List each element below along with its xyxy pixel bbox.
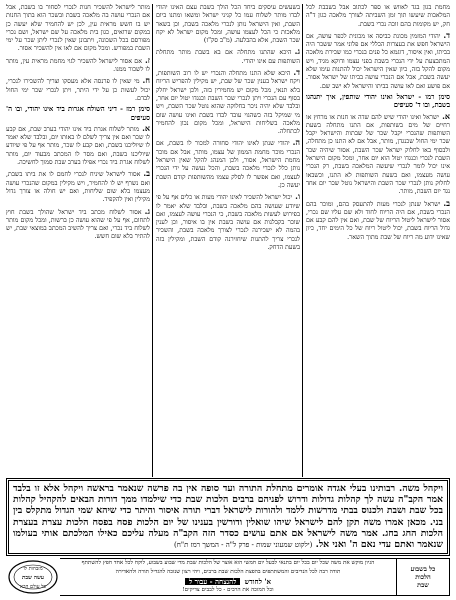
paragraph-text: יכול ישראל להשכיר לאינו יהודי מעות או כלים אף על פי שיודע שעושה בהם מלאכה בשבת, ובלבד שלא יאמר לו בפירוש לעשות מלאכה בשבת, כי הנכרי עושה לעצמו, ואם שוכר בקבלנות אם עושה בשבת אין בו איסור, וכן לענין בהמה לא ישכירנה לנכרי לצורך מלאכה בשבת, והשכיר לנכרי צריך להתנות שיחזירנה קודם השבת, ומקילין בזה בשעת הדחק. xyxy=(156,194,300,252)
paragraph xyxy=(6,207,150,242)
paragraph-number: א. xyxy=(442,110,450,121)
paragraph-number: ו. xyxy=(295,191,300,202)
parasha-reference: (ילקוט שמעוני שמות - פרק ל"ה - המשך רמז ת"ח) xyxy=(173,541,313,550)
paragraph-text: ישראל שנתן לנכרי מעות להתעסק בהם, ומוכר בהם הנכרי בשבת, אם היה הריוח לחוד ולא שם עליו שם נכרי, אסור לישראל ליטול הריוח של שבת, ואם אין להם קבע אם גדול הריוח בשבת, יכול ליטול ריוח של כל הימים יחד, כיון שאינו ידוע מה ריוח של שבת מתוך השאר. xyxy=(306,200,450,241)
paragraph-number: ח. xyxy=(142,75,150,86)
left-seal xyxy=(6,558,60,596)
paragraph-number: ב. xyxy=(143,168,150,179)
right-seal-line-2: הלכות xyxy=(415,573,431,581)
paragraph-text: מותר לשלוח אגרת ביד אינו יהודי בערב שבת, אם קבע לו שכר ואם אין צריך לשלם לו באותו יום, ובלבד שלא יאמר לו שיוליכנו בשבת, ואם קבע לו שכר, מותר אף על פי שיודע שיוליכנו בשבת, ואם מסר לו המכתב מבעוד יום, מותר לשלוח אגרת ביד נכרי אפילו בערב שבת סמוך לחשיכה. xyxy=(6,125,150,167)
paragraph xyxy=(306,199,450,242)
paragraph-text: סימן רמו - ישראל ואינו יהודי שותפין, איך יתנהגו בשבת, ובו ד' סעיפים xyxy=(306,92,450,110)
paragraph-number: ג. xyxy=(144,205,150,216)
paragraph xyxy=(156,138,300,190)
paragraph-text: מחמת בגון בגד לאווש או ספר לכתוב אבל בשבבת לכל המלאכות שיעשו תוך זמן השביתה לצורך מלאכה כגון ד"ה חק, יש מקומות בהם זוכה נכרי בשבת. xyxy=(306,4,450,28)
left-seal-line-1: מזבחות לו xyxy=(23,566,43,572)
paragraph xyxy=(156,4,300,45)
paragraph-text: יהודי שנתן לאינו יהודי סחורה למכור לו בשבת, אם הנכרי מוכר מחמת הממון של עצמו, מותר, אבל אם מוכר מחמת הישראל, אסור, ולכן המנהג להקל שאין הישראל נותן כלל לנכרי מלאכה בשבת, והכל נעשה על ידי הנכרי לעצמו, ואם אפשר לו לסלק עצמו מהשותפות קודם השבת יעשה כן. xyxy=(156,140,300,189)
paragraph-text: אסור לשלוח מכתב ביד ישראל שהולך בשבת חוץ לתחום, אף על פי שהוא עושה כן ברשות, ומכל מקום מותר לשלוח ביד נכרי, ואם צריך להשיב המכתב במוצאי שבת, יש להתיר בלא שום חשש. xyxy=(6,208,150,241)
paragraph-text: ישראל ואינו יהודי שיש להם שדה או חנות או מרחץ או רחיים של מים בשותפות, אם התנו מתחלה בשעת השותפות שהנכרי יקבל שכר של שבתות והישראל יקבל שכר ימי החול שכנגדן, מותר, אבל אם לא התנו כן מתחלה, ולבסוף באו לחלוק ישראל שכר השבת, אסור שיהיה שכר השבת לנכרי וכנגדו יטול הוא יום אחר, ומכל מקום הישראל אינו יכול לומר לנכרי שיעשה המלאכה בשבת, רק הנכרי עושה מעצמו, ואם בשעת השותפות לא התנו, וכשבאו לחלוק נותן לנכרי שכר השבת והישראל נוטל שכר יום אחד נגד יום השבת, מותר. xyxy=(306,113,450,196)
parasha-text: ויקהל משה. רבותינו בעלי אגדה אומרים מתחלת התורה ועד סופה אין בה פרשה שנאמר בראשה ויקהל אלא זו בלבד אמר הקב"ה עשה לך קהלות גדולות ודרוש לפניהם ברבים הלכות שבת כדי שילמדו ממך דורות הבאים להקהיל קהלות בכל שבת ושבת ולכנוס בבתי מדרשות ללמד ולהורות לישראל דברי תורה איסור והיתר כדי שיהא שמי הגדול מתקלס בין בני. מכאן אמרו משה תקן להם לישראל שיהו שואלין ודורשין בענינו של יום הלכות פסח בפסח הלכות עצרת בעצרת הלכות החג בחג. אמר משה לישראל אם אתם עושים כסדר הזה הקב"ה מעלה עליכם כאילו המלכתם אותי בעולמו שנאמר ואתם עדי נאם ה' ואני אל. xyxy=(13,483,443,551)
paragraph xyxy=(6,169,150,204)
column-left xyxy=(6,4,150,477)
paragraph-number: ג. xyxy=(294,46,300,57)
column-right xyxy=(302,4,450,477)
paragraph-text: היכא שהתנו מתחלה אם בא בשבת מותר מתחלת השותפות עם אינו יהודי. xyxy=(156,49,300,65)
paragraph xyxy=(6,4,150,54)
paragraph-text: מותר לישראל להשכיר חנות לנכרי לסחור בו בשבת, אבל אם הנכרי עושה בה מלאכה בשבת ובשכר הוא בתוך החנות יש בו חשש מראית עין, לכן יש להחמיר שלא יעשה כן במקום שרואים, כגון בית מלאכה על שם ישראל, ושם נכרי מפורסם בכל השכונה, ויתבונן שאין לנכרי ליתן שכר על ימי השבת במפורש. ומכל מקום אם לאו אין להשכיר אסור. xyxy=(6,4,150,53)
paragraph-text: היכא שלא התנו מתחלה והנכרי יש לו רוב השותפות, ויקח ישראל בענין שכר של שבת, יש מקילין להפריש הריוח בלא תנאי, מכל מקום יש מחמירין בזה, ולכן ישראל יחלק בסוף עם הנכרי ויתן לנכרי שכר השבת וכנגדו יטול יום אחר, ובלבד שלא יהיה ניכר בחלוקה שהוא נוטל שכר השבת, ויש מי שמיקל בזה כשהגוי עובד לבדו בשבת ואינו עושה שום מלאכה בשליחות הישראל, ומכל מקום נכון להחמיר לכתחלה. xyxy=(156,70,300,136)
paragraph-number: ה. xyxy=(292,137,300,148)
paragraph-text: אסור לישראל שיניח לנכרי לחמם לו את ביתו בשבת, ואם נשרף יש לו להחמיר, ויש מקילין במקום שהנכרי עושה מעצמו בלא שום שליחות, ואם יש חולה או צורך גדול מקילין ואין להקפיד. xyxy=(6,171,150,204)
footer-line-2: תודה רבה לכל הנדיבים והמשתתפים בהפצת הלכות שבת ברבים, ויהי רצון שנזכה להגדיל תורה ולהאדירה xyxy=(115,569,341,575)
column-middle xyxy=(152,4,300,477)
paragraph xyxy=(306,31,450,91)
paragraph-text: אם אסור לישראל להשכיר לגוי מחמת מראית עין, מותר לו לשכור ממנו. xyxy=(6,57,150,74)
right-seal xyxy=(396,558,450,596)
footer-line-1: הגיון מוקש את משה שכל יום בכל יום בתנאי לבעל יום חמשי הוא אוצר של הלכות שבת מדי שבוע בשבוע, לוקח לכל אחד חפץ להשתתף xyxy=(81,560,375,566)
paragraph-number: א. xyxy=(142,122,150,133)
footer-bar-left: להנצחה - עבור ל xyxy=(185,578,240,585)
footer-bar-right: א' לחודש xyxy=(244,577,272,586)
paragraph-number: ז. xyxy=(144,54,150,65)
left-seal-line-2: עשה שבת xyxy=(22,575,44,581)
right-seal-line-3: שבת xyxy=(417,581,429,589)
paragraph xyxy=(306,4,450,29)
parasha-box xyxy=(6,478,450,556)
paragraph xyxy=(156,68,300,136)
paragraph xyxy=(6,124,150,167)
paragraph-number: ב. xyxy=(443,197,450,208)
footer-center xyxy=(60,558,396,596)
paragraph-number: ד. xyxy=(443,29,450,40)
left-seal-line-3: כל עולם הבא xyxy=(20,584,46,590)
right-seal-line-1: כל בשבוע xyxy=(410,565,436,573)
footer xyxy=(6,558,450,596)
paragraph-text: יהודי המזמין מכונת כביסה או מכונית לכפר עושה, אם הישראל חפש את בעצרות הכללי אם פלוני אמר ששכר היה בביתו, ואין איסור, דוגמא כל פנים בנכרי כמו שכירת מלאכה המתבצעת על ידי הנכרי בשבת בפני עצמו ודוקא מגיד, ויש מקום להקל בזה, כיון שאין הישראל יכול להתנות עימו שלא יעשה בשבת, אבל אם הנכרי עושה בביתו של ישראל אסור. אם פושע ואם לאו עושה בביתו והישראל לא ישב שם. xyxy=(306,32,450,90)
round-seal-icon xyxy=(7,559,59,595)
paragraph xyxy=(156,192,300,252)
paragraph xyxy=(306,112,450,197)
paragraph-text: מי שאין לו פרנסה אלא מעסקו וצריך להשכירו לנכרי, יכול לעשות כן על ידי היתר, ויתן לנכרי שכר ימי החול לבדם. xyxy=(6,78,150,102)
section-heading xyxy=(6,105,150,122)
paragraph xyxy=(6,76,150,103)
paragraph-number: ד. xyxy=(293,67,300,78)
paragraph-text: בשעשים עיסקים ביחד הכל הולך בשבת עצם האינו יהודי לבדו מותר לשלוח עמו כל קניני ישראל ומשאו ומתנו ביום השבת, ואין הישראל נותן לנכרי מלאכה בשבת, וכן בשאר מלאכות כי הכל לעצמו עושה, ומכל מקום ישראל לא יקח שכר השבת, אלא בהבלעה. (מ"ב סק"ז) xyxy=(156,4,300,45)
section-heading xyxy=(306,93,450,110)
paragraph xyxy=(6,56,150,75)
paragraph-text: סימן רמז - דיני השולח אגרות ביד אינו יהודי, ובו ה' סעיפים xyxy=(6,105,150,122)
paragraph xyxy=(156,47,300,66)
footer-bar xyxy=(64,578,392,585)
footer-line-3: וכל המזכה את הרבים - כל לבבים צדיקים! xyxy=(182,587,274,593)
text-columns xyxy=(6,4,450,477)
